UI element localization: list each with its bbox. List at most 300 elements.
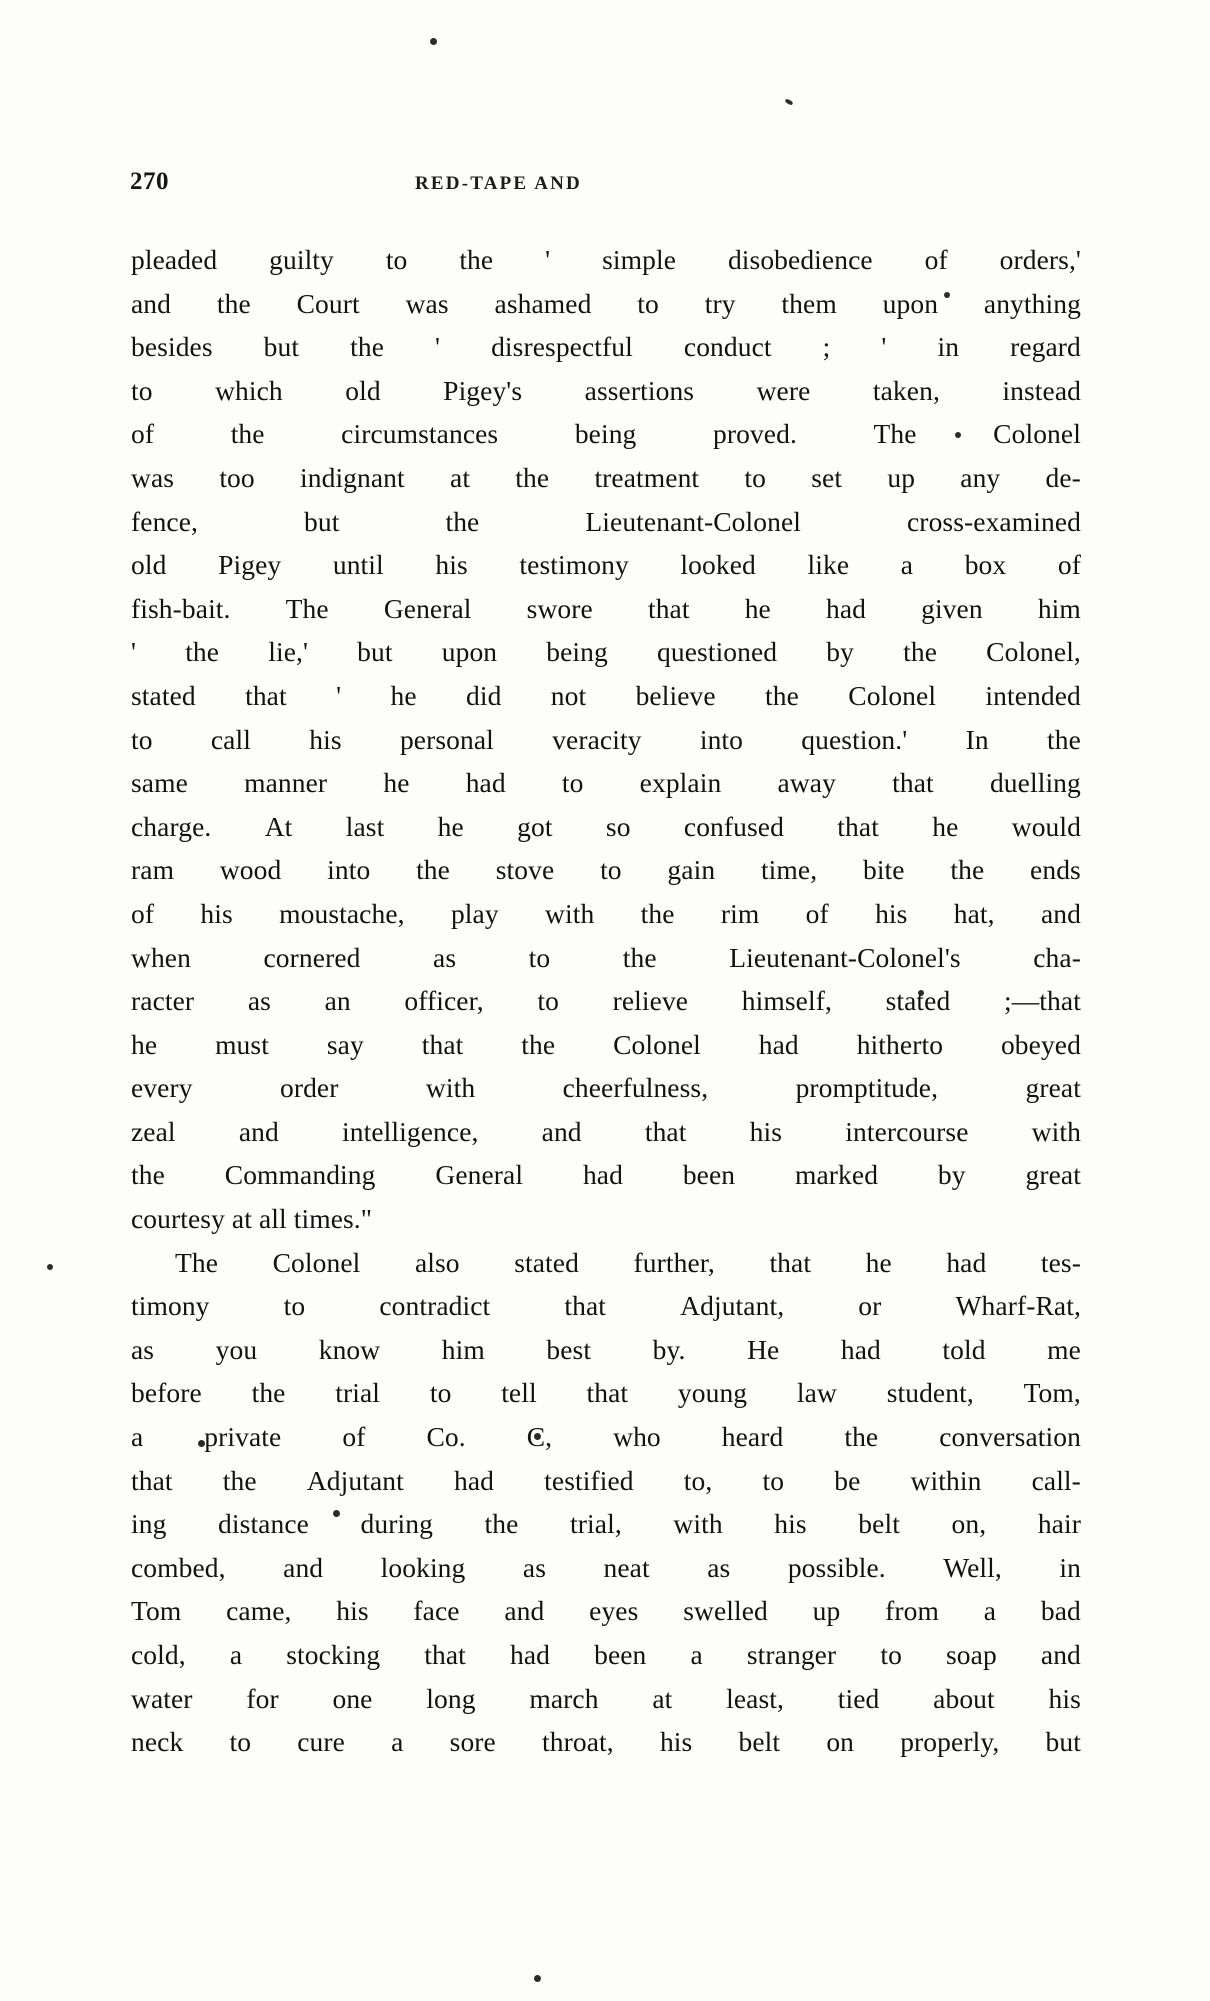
word: which bbox=[215, 374, 283, 406]
word: testimony bbox=[519, 549, 629, 581]
text-line bbox=[131, 1589, 1081, 1633]
word: heard bbox=[721, 1421, 784, 1453]
text-line bbox=[131, 761, 1081, 805]
word: he bbox=[865, 1246, 892, 1278]
word: zeal bbox=[131, 1115, 176, 1147]
word: General bbox=[383, 592, 472, 624]
word: neck bbox=[131, 1726, 184, 1758]
word: was bbox=[131, 461, 175, 493]
word: to bbox=[385, 244, 408, 275]
word: he bbox=[437, 810, 464, 842]
word: disobedience bbox=[727, 244, 873, 275]
word: proved. bbox=[713, 418, 797, 450]
word: neat bbox=[603, 1551, 650, 1583]
word: cha- bbox=[1033, 941, 1081, 973]
word: ' bbox=[336, 679, 342, 711]
word: taken, bbox=[872, 374, 940, 406]
word: in bbox=[937, 331, 960, 363]
word: hat, bbox=[953, 897, 995, 929]
word: them bbox=[781, 287, 837, 319]
word: order bbox=[279, 1072, 339, 1104]
word: got bbox=[517, 810, 553, 842]
word: must bbox=[215, 1028, 269, 1060]
word: Colonel, bbox=[986, 636, 1081, 668]
word: that bbox=[421, 1028, 464, 1060]
word: or bbox=[858, 1290, 882, 1322]
word: The bbox=[873, 418, 917, 450]
word: cross-examined bbox=[907, 505, 1081, 537]
word: tes- bbox=[1040, 1246, 1081, 1278]
word: to bbox=[537, 985, 559, 1017]
word: Wharf-Rat, bbox=[955, 1290, 1081, 1322]
word: the bbox=[416, 854, 450, 886]
word: water bbox=[131, 1682, 193, 1714]
text-line bbox=[131, 674, 1081, 718]
word: long bbox=[426, 1682, 476, 1714]
page-number: 270 bbox=[130, 168, 169, 195]
page-body bbox=[131, 238, 1081, 1764]
word: timony bbox=[131, 1290, 210, 1322]
word: a bbox=[900, 549, 914, 581]
word: old bbox=[131, 549, 167, 581]
word: Lieutenant-Colonel bbox=[585, 505, 801, 537]
word: that bbox=[586, 1377, 629, 1409]
word: as bbox=[707, 1551, 731, 1583]
word: and bbox=[131, 287, 172, 319]
word: properly, bbox=[900, 1726, 1000, 1758]
text-line bbox=[131, 936, 1081, 980]
word: trial, bbox=[570, 1508, 622, 1540]
word: his bbox=[875, 897, 908, 929]
word: the bbox=[216, 287, 251, 319]
word: into bbox=[327, 854, 371, 886]
word: anything bbox=[983, 287, 1081, 319]
word: his bbox=[309, 723, 342, 755]
word: the bbox=[640, 897, 675, 929]
word: confused bbox=[683, 810, 784, 842]
text-line bbox=[131, 500, 1081, 544]
word: promptitude, bbox=[795, 1072, 939, 1104]
word: any bbox=[960, 461, 1001, 493]
word: of bbox=[1057, 549, 1081, 581]
word: The bbox=[175, 1246, 219, 1278]
word: to bbox=[229, 1726, 252, 1758]
word: into bbox=[699, 723, 744, 755]
word: but bbox=[1045, 1726, 1081, 1758]
word: intelligence, bbox=[342, 1115, 479, 1147]
word: law bbox=[796, 1377, 837, 1409]
word: belt bbox=[858, 1508, 900, 1540]
word: to bbox=[131, 374, 153, 406]
word: the bbox=[903, 636, 938, 668]
word: him bbox=[1037, 592, 1081, 624]
word: orders,' bbox=[999, 244, 1081, 275]
text-line bbox=[131, 1241, 1081, 1285]
word: charge. bbox=[131, 810, 212, 842]
word: as bbox=[247, 985, 271, 1017]
word: a bbox=[229, 1639, 243, 1670]
word: to bbox=[762, 1464, 785, 1496]
word: be bbox=[834, 1464, 861, 1496]
word: by bbox=[826, 636, 854, 668]
word: fence, bbox=[131, 505, 199, 537]
ink-speck-icon bbox=[430, 38, 437, 45]
word: stocking bbox=[286, 1639, 381, 1670]
word: wood bbox=[219, 854, 282, 886]
word: possible. bbox=[787, 1551, 886, 1583]
word: rim bbox=[720, 897, 760, 929]
text-line bbox=[131, 805, 1081, 849]
word: ' bbox=[131, 636, 137, 668]
word: manner bbox=[244, 767, 328, 799]
word: conversation bbox=[939, 1421, 1081, 1453]
word: told bbox=[942, 1333, 986, 1365]
word: throat, bbox=[542, 1726, 614, 1758]
word: me bbox=[1047, 1333, 1081, 1365]
word: the bbox=[844, 1421, 879, 1453]
word: the bbox=[230, 418, 265, 450]
word: conduct bbox=[683, 331, 772, 363]
word: the bbox=[350, 331, 385, 363]
word: that bbox=[892, 767, 934, 799]
word: moustache, bbox=[279, 897, 405, 929]
word: had bbox=[465, 767, 506, 799]
word: Commanding bbox=[224, 1159, 376, 1191]
word: the bbox=[185, 636, 220, 668]
running-head: RED-TAPE AND bbox=[415, 173, 582, 194]
word: in bbox=[1059, 1551, 1081, 1583]
word: In bbox=[965, 723, 989, 755]
word: instead bbox=[1002, 374, 1081, 406]
text-line bbox=[131, 1720, 1081, 1764]
text-line bbox=[131, 1284, 1081, 1328]
word: his bbox=[435, 549, 468, 581]
word: time, bbox=[760, 854, 818, 886]
word: intended bbox=[985, 679, 1081, 711]
word: C, bbox=[526, 1421, 553, 1453]
word: tied bbox=[837, 1682, 880, 1714]
word: that bbox=[769, 1246, 812, 1278]
word: sore bbox=[449, 1726, 496, 1758]
text-line bbox=[131, 412, 1081, 456]
word: upon bbox=[441, 636, 498, 668]
word: circumstances bbox=[341, 418, 499, 450]
word: on bbox=[826, 1726, 855, 1758]
word: stated bbox=[514, 1246, 579, 1278]
word: his bbox=[200, 897, 233, 929]
word: pleaded bbox=[131, 244, 218, 275]
word: believe bbox=[635, 679, 716, 711]
word: treatment bbox=[594, 461, 700, 493]
word: Colonel bbox=[613, 1028, 701, 1060]
word: box bbox=[964, 549, 1007, 581]
text-line bbox=[131, 718, 1081, 762]
text-line bbox=[131, 238, 1081, 282]
word: Colonel bbox=[993, 418, 1081, 450]
word: say bbox=[326, 1028, 364, 1060]
word: being bbox=[546, 636, 608, 668]
text-line bbox=[131, 1633, 1081, 1677]
word: for bbox=[246, 1682, 279, 1714]
word: that bbox=[131, 1464, 173, 1496]
word: was bbox=[405, 287, 449, 319]
word: Pigey bbox=[218, 549, 282, 581]
word: a bbox=[983, 1595, 997, 1627]
word: and bbox=[504, 1595, 545, 1627]
word: as bbox=[131, 1333, 155, 1365]
word: with bbox=[425, 1072, 476, 1104]
word: eyes bbox=[589, 1595, 639, 1627]
word: Tom, bbox=[1023, 1377, 1081, 1409]
word: at bbox=[450, 461, 471, 493]
text-line bbox=[131, 543, 1081, 587]
text-line bbox=[131, 892, 1081, 936]
word: distance bbox=[218, 1508, 309, 1540]
text-line bbox=[131, 848, 1081, 892]
paragraph bbox=[131, 238, 1081, 1241]
word: a bbox=[131, 1421, 144, 1453]
word: he bbox=[390, 679, 417, 711]
word: had bbox=[454, 1464, 495, 1496]
word: the bbox=[445, 505, 480, 537]
word: been bbox=[594, 1639, 647, 1670]
word: Tom bbox=[131, 1595, 182, 1627]
word: General bbox=[435, 1159, 524, 1191]
word: same bbox=[131, 767, 188, 799]
word: combed, bbox=[131, 1551, 226, 1583]
word: you bbox=[215, 1333, 258, 1365]
word: student, bbox=[886, 1377, 974, 1409]
word: to, bbox=[683, 1464, 713, 1496]
word: too bbox=[219, 461, 255, 493]
word: the bbox=[484, 1508, 519, 1540]
word: of bbox=[131, 897, 155, 929]
text-line bbox=[131, 1459, 1081, 1503]
text-line bbox=[131, 1677, 1081, 1721]
word: that bbox=[564, 1290, 607, 1322]
word: from bbox=[885, 1595, 939, 1627]
word: great bbox=[1025, 1159, 1081, 1191]
text-line bbox=[131, 1110, 1081, 1154]
word: that bbox=[837, 810, 879, 842]
word: to bbox=[880, 1639, 902, 1670]
word: cornered bbox=[263, 941, 361, 973]
word: indignant bbox=[300, 461, 405, 493]
word: old bbox=[345, 374, 381, 406]
word: were bbox=[756, 374, 811, 406]
word: try bbox=[704, 287, 736, 319]
word: trial bbox=[335, 1377, 381, 1409]
paragraph bbox=[131, 1241, 1081, 1764]
text-line bbox=[131, 587, 1081, 631]
word: also bbox=[414, 1246, 460, 1278]
word: face bbox=[413, 1595, 460, 1627]
word: set bbox=[811, 461, 843, 493]
word: ' bbox=[545, 244, 551, 275]
word: came, bbox=[226, 1595, 292, 1627]
word: his bbox=[1048, 1682, 1081, 1714]
word: question.' bbox=[801, 723, 908, 755]
word: his bbox=[336, 1595, 369, 1627]
word: of bbox=[131, 418, 155, 450]
word: cold, bbox=[131, 1639, 186, 1670]
word: de- bbox=[1045, 461, 1081, 493]
text-line bbox=[131, 630, 1081, 674]
word: of bbox=[924, 244, 948, 275]
word: march bbox=[529, 1682, 599, 1714]
word: he bbox=[744, 592, 771, 624]
word: ing bbox=[131, 1508, 167, 1540]
word: veracity bbox=[552, 723, 642, 755]
text-line bbox=[131, 282, 1081, 326]
word: racter bbox=[131, 985, 195, 1017]
word: been bbox=[682, 1159, 736, 1191]
word: call bbox=[210, 723, 251, 755]
word: young bbox=[677, 1377, 748, 1409]
text-line bbox=[131, 456, 1081, 500]
text-line: courtesy at all times." bbox=[131, 1203, 373, 1235]
word: great bbox=[1025, 1072, 1081, 1104]
word: the bbox=[950, 854, 985, 886]
word: as bbox=[522, 1551, 546, 1583]
word: his bbox=[749, 1115, 783, 1147]
word: to bbox=[561, 767, 584, 799]
word: know bbox=[318, 1333, 381, 1365]
word: to bbox=[528, 941, 551, 973]
word: officer, bbox=[404, 985, 484, 1017]
text-line bbox=[131, 1328, 1081, 1372]
word: up bbox=[812, 1595, 841, 1627]
word: Colonel bbox=[848, 679, 937, 711]
word: had bbox=[840, 1333, 881, 1365]
word: that bbox=[644, 1115, 687, 1147]
ink-speck-icon bbox=[47, 1264, 53, 1270]
word: belt bbox=[738, 1726, 781, 1758]
word: being bbox=[574, 418, 637, 450]
text-line bbox=[131, 979, 1081, 1023]
word: play bbox=[450, 897, 499, 929]
text-line bbox=[131, 1415, 1081, 1459]
word: to bbox=[637, 287, 659, 319]
word: fish-bait. bbox=[131, 592, 231, 624]
word: the bbox=[1047, 723, 1081, 755]
word: when bbox=[131, 941, 191, 973]
word: before bbox=[131, 1377, 202, 1409]
word: looked bbox=[680, 549, 756, 581]
word: the bbox=[765, 679, 799, 711]
word: soap bbox=[946, 1639, 997, 1670]
word: the bbox=[222, 1464, 257, 1496]
word: bite bbox=[862, 854, 905, 886]
word: his bbox=[774, 1508, 807, 1540]
word: Colonel bbox=[272, 1246, 361, 1278]
word: hair bbox=[1037, 1508, 1081, 1540]
word: least, bbox=[726, 1682, 784, 1714]
word: contradict bbox=[379, 1290, 491, 1322]
word: who bbox=[613, 1421, 661, 1453]
word: ' bbox=[881, 331, 887, 363]
word: but bbox=[357, 636, 393, 668]
word: with bbox=[1031, 1115, 1081, 1147]
word: like bbox=[807, 549, 850, 581]
word: ' bbox=[435, 331, 441, 363]
word: intercourse bbox=[845, 1115, 969, 1147]
text-line bbox=[131, 1371, 1081, 1415]
word: himself, bbox=[741, 985, 832, 1017]
word: had bbox=[825, 592, 866, 624]
word: ashamed bbox=[494, 287, 592, 319]
word: the bbox=[515, 461, 550, 493]
word: so bbox=[605, 810, 631, 842]
word: by bbox=[937, 1159, 966, 1191]
word: had bbox=[510, 1639, 551, 1670]
word: away bbox=[777, 767, 836, 799]
word: obeyed bbox=[1000, 1028, 1081, 1060]
text-line bbox=[131, 325, 1081, 369]
word: He bbox=[747, 1333, 780, 1365]
word: swore bbox=[526, 592, 593, 624]
word: questioned bbox=[657, 636, 778, 668]
word: a bbox=[690, 1639, 703, 1670]
word: further, bbox=[633, 1246, 715, 1278]
word: on, bbox=[951, 1508, 987, 1540]
word: the bbox=[622, 941, 657, 973]
word: assertions bbox=[584, 374, 695, 406]
word: simple bbox=[602, 244, 677, 275]
word: to bbox=[429, 1377, 452, 1409]
word: not bbox=[550, 679, 587, 711]
word: to bbox=[131, 723, 153, 755]
word: the bbox=[131, 1159, 165, 1191]
word: upon bbox=[882, 287, 939, 319]
word: to bbox=[600, 854, 622, 886]
word: had bbox=[582, 1159, 623, 1191]
word: private bbox=[204, 1421, 282, 1453]
word: of bbox=[805, 897, 829, 929]
word: to bbox=[744, 461, 767, 493]
word: the bbox=[459, 244, 494, 275]
word: to bbox=[283, 1290, 306, 1322]
word: Adjutant, bbox=[680, 1290, 785, 1322]
word: during bbox=[360, 1508, 433, 1540]
word: and bbox=[283, 1551, 324, 1583]
word: that bbox=[647, 592, 690, 624]
word: The bbox=[285, 592, 329, 624]
word: Pigey's bbox=[443, 374, 523, 406]
word: hitherto bbox=[856, 1028, 944, 1060]
word: looking bbox=[380, 1551, 466, 1583]
word: his bbox=[659, 1726, 693, 1758]
word: that bbox=[245, 679, 287, 711]
page-header bbox=[130, 168, 1080, 198]
word: cure bbox=[297, 1726, 345, 1758]
ink-speck-icon bbox=[534, 1975, 541, 1982]
word: had bbox=[946, 1246, 987, 1278]
word: an bbox=[324, 985, 351, 1017]
word: swelled bbox=[683, 1595, 768, 1627]
word: up bbox=[887, 461, 916, 493]
word: marked bbox=[795, 1159, 879, 1191]
word: besides bbox=[131, 331, 213, 363]
word: duelling bbox=[989, 767, 1081, 799]
word: Court bbox=[296, 287, 360, 319]
word: within bbox=[910, 1464, 982, 1496]
word: stated bbox=[131, 679, 196, 711]
text-line bbox=[131, 1502, 1081, 1546]
word: would bbox=[1011, 810, 1081, 842]
word: at bbox=[652, 1682, 673, 1714]
word: him bbox=[441, 1333, 485, 1365]
